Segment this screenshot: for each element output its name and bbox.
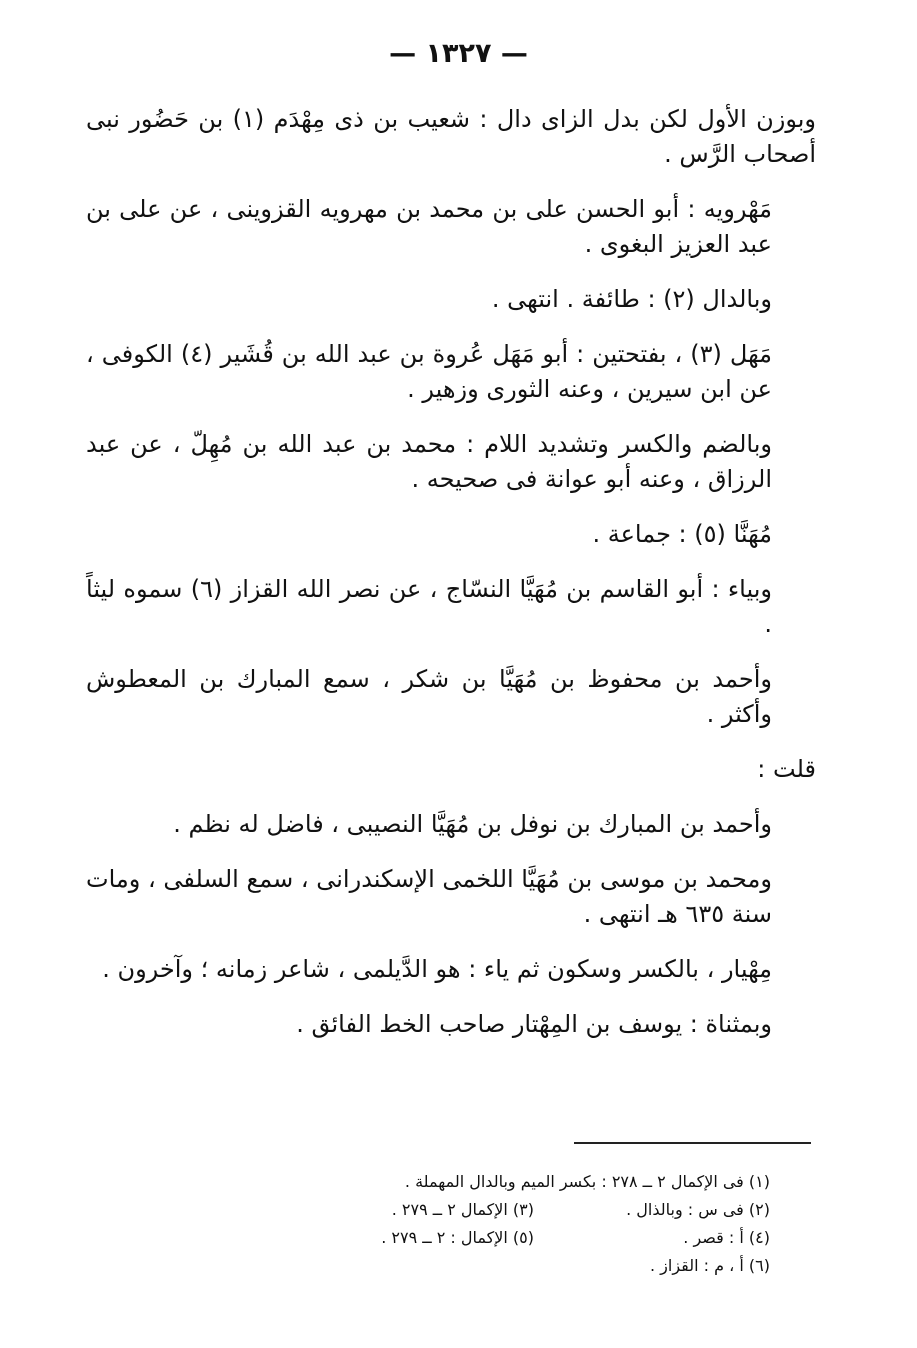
paragraph: وبالضم والكسر وتشديد اللام : محمد بن عبد الله بن مُهِلّ ، عن عبد الرزاق ، وعنه أبو عوانة فى صحيحه . bbox=[86, 430, 772, 493]
paragraph: مُهَنَّا (٥) : جماعة . bbox=[592, 520, 772, 548]
paragraph: وبالدال (٢) : طائفة . انتهى . bbox=[491, 285, 772, 313]
paragraph: مَهَل (٣) ، بفتحتين : أبو مَهَل عُروة بن عبد الله بن قُشَير (٤) الكوفى ، عن ابن سيرين ، وعنه الثورى وزهير . bbox=[86, 340, 772, 403]
footnote-divider bbox=[574, 1142, 811, 1144]
page-number: — ١٣٢٧ — bbox=[389, 38, 528, 69]
paragraph: مَهْرويه : أبو الحسن على بن محمد بن مهرويه القزوينى ، عن على بن عبد العزيز البغوى . bbox=[86, 195, 772, 258]
main-text bbox=[86, 102, 816, 1062]
paragraph: وبمثناة : يوسف بن المِهْتار صاحب الخط الفائق . bbox=[296, 1010, 772, 1038]
paragraph: قلت : bbox=[757, 755, 816, 783]
paragraph: وأحمد بن محفوظ بن مُهَيَّا بن شكر ، سمع المبارك بن المعطوش وأكثر . bbox=[86, 665, 772, 728]
footnote: (١) فى الإكمال ٢ ــ ٢٧٨ : بكسر الميم وبالدال المهملة . bbox=[404, 1172, 770, 1191]
footnote-row bbox=[360, 1196, 770, 1224]
footnote-row bbox=[360, 1224, 770, 1252]
footnote-row bbox=[360, 1252, 770, 1280]
paragraph: وبياء : أبو القاسم بن مُهَيَّا النسّاج ، عن نصر الله القزاز (٦) سموه ليثاً . bbox=[86, 575, 772, 638]
paragraph: وبوزن الأول لكن بدل الزاى دال : شعيب بن ذى مِهْدَم (١) بن حَضُور نبى أصحاب الرَّس . bbox=[86, 105, 816, 168]
footnote: (٦) أ ، م : القزاز . bbox=[649, 1256, 770, 1275]
paragraph: وأحمد بن المبارك بن نوفل بن مُهَيَّا النصيبى ، فاضل له نظم . bbox=[173, 810, 772, 838]
footnote: (٣) الإكمال ٢ ــ ٢٧٩ . bbox=[391, 1200, 534, 1219]
footnotes bbox=[360, 1168, 770, 1280]
footnote: (٤) أ : قصر . bbox=[683, 1228, 770, 1247]
footnote: (٥) الإكمال : ٢ ــ ٢٧٩ . bbox=[381, 1228, 534, 1247]
paragraph: مِهْيار ، بالكسر وسكون ثم ياء : هو الدَّيلمى ، شاعر زمانه ؛ وآخرون . bbox=[102, 955, 772, 983]
footnote: (٢) فى س : وبالذال . bbox=[626, 1200, 770, 1219]
footnote-row bbox=[360, 1168, 770, 1196]
paragraph: ومحمد بن موسى بن مُهَيَّا اللخمى الإسكندرانى ، سمع السلفى ، ومات سنة ٦٣٥ هـ انتهى . bbox=[86, 865, 772, 928]
